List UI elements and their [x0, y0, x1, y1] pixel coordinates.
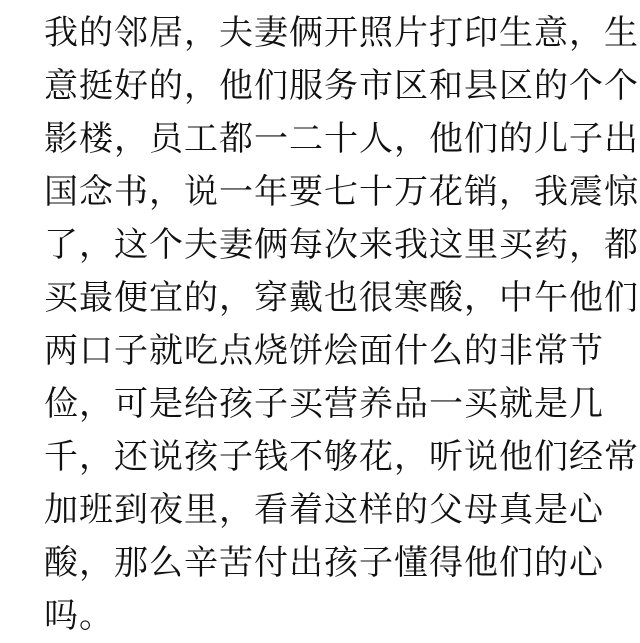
text-line: 影楼，员工都一二十人，他们的儿子出 — [44, 119, 639, 159]
text-line: 加班到夜里，看着这样的父母真是心 — [44, 490, 604, 530]
text-line: 吗。 — [44, 596, 114, 636]
text-line: 千，还说孩子钱不够花，听说他们经常 — [44, 437, 639, 477]
text-line: 买最便宜的，穿戴也很寒酸，中午他们 — [44, 278, 639, 318]
text-line: 国念书，说一年要七十万花销，我震惊 — [44, 172, 639, 212]
post-body-text — [44, 7, 639, 643]
text-line: 我的邻居，夫妻俩开照片打印生意，生 — [44, 13, 639, 53]
text-line: 俭，可是给孩子买营养品一买就是几 — [44, 384, 604, 424]
text-line: 意挺好的，他们服务市区和县区的个个 — [44, 66, 639, 106]
text-line: 两口子就吃点烧饼烩面什么的非常节 — [44, 331, 604, 371]
text-line: 了，这个夫妻俩每次来我这里买药，都 — [44, 225, 639, 265]
text-line: 酸，那么辛苦付出孩子懂得他们的心 — [44, 543, 604, 583]
